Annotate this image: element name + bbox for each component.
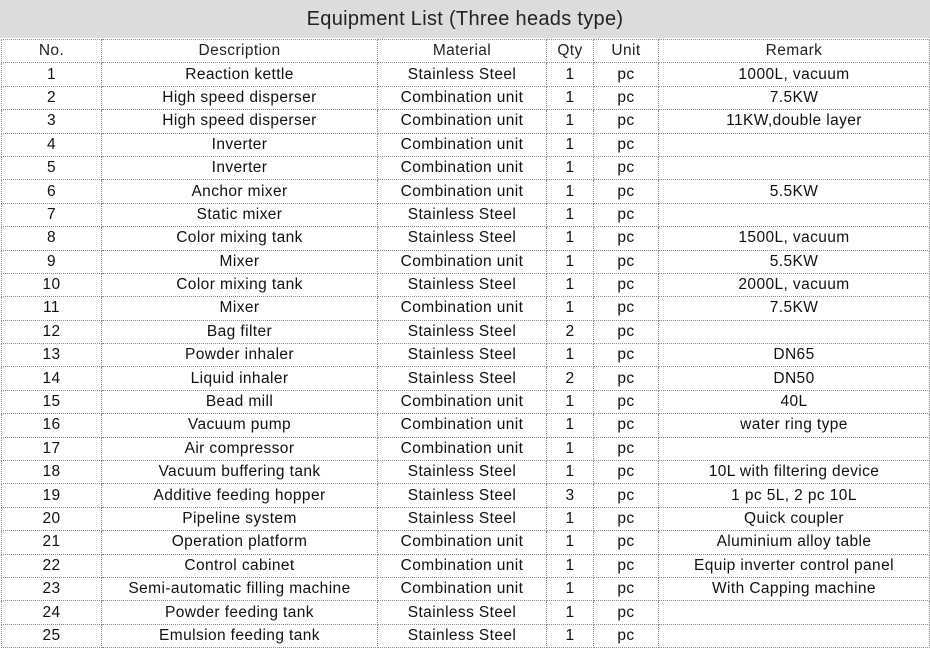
cell-no: 14 xyxy=(2,367,102,390)
cell-remark: 1500L, vacuum xyxy=(659,227,930,250)
cell-material: Combination unit xyxy=(378,297,547,320)
cell-unit: pc xyxy=(594,110,659,133)
table-row xyxy=(2,297,930,320)
cell-qty: 1 xyxy=(547,577,594,600)
cell-unit: pc xyxy=(594,484,659,507)
cell-qty: 2 xyxy=(547,367,594,390)
cell-material: Combination unit xyxy=(378,437,547,460)
table-row xyxy=(2,203,930,226)
cell-qty: 1 xyxy=(547,180,594,203)
cell-unit: pc xyxy=(594,63,659,86)
table-row xyxy=(2,320,930,343)
cell-remark: 5.5KW xyxy=(659,250,930,273)
cell-qty: 2 xyxy=(547,320,594,343)
cell-no: 24 xyxy=(2,601,102,624)
cell-no: 25 xyxy=(2,624,102,647)
cell-material: Stainless Steel xyxy=(378,601,547,624)
cell-qty: 1 xyxy=(547,554,594,577)
cell-description: Liquid inhaler xyxy=(102,367,378,390)
cell-qty: 1 xyxy=(547,110,594,133)
cell-unit: pc xyxy=(594,390,659,413)
cell-no: 9 xyxy=(2,250,102,273)
cell-material: Stainless Steel xyxy=(378,507,547,530)
table-row xyxy=(2,86,930,109)
table-row xyxy=(2,133,930,156)
cell-no: 16 xyxy=(2,414,102,437)
table-row xyxy=(2,110,930,133)
cell-description: Control cabinet xyxy=(102,554,378,577)
cell-unit: pc xyxy=(594,601,659,624)
cell-remark: 10L with filtering device xyxy=(659,461,930,484)
cell-description: Powder inhaler xyxy=(102,344,378,367)
cell-description: Pipeline system xyxy=(102,507,378,530)
cell-description: Additive feeding hopper xyxy=(102,484,378,507)
cell-description: Inverter xyxy=(102,156,378,179)
cell-qty: 1 xyxy=(547,227,594,250)
header-no: No. xyxy=(2,40,102,63)
cell-material: Combination unit xyxy=(378,414,547,437)
cell-remark: DN65 xyxy=(659,344,930,367)
cell-material: Combination unit xyxy=(378,180,547,203)
cell-description: Emulsion feeding tank xyxy=(102,624,378,647)
cell-qty: 1 xyxy=(547,297,594,320)
cell-material: Stainless Steel xyxy=(378,63,547,86)
cell-material: Combination unit xyxy=(378,531,547,554)
cell-description: Reaction kettle xyxy=(102,63,378,86)
table-row xyxy=(2,507,930,530)
cell-remark: 1000L, vacuum xyxy=(659,63,930,86)
cell-no: 1 xyxy=(2,63,102,86)
equipment-table xyxy=(1,39,930,648)
cell-unit: pc xyxy=(594,577,659,600)
cell-description: Bag filter xyxy=(102,320,378,343)
cell-material: Combination unit xyxy=(378,110,547,133)
header-unit: Unit xyxy=(594,40,659,63)
cell-description: Inverter xyxy=(102,133,378,156)
cell-qty: 1 xyxy=(547,250,594,273)
cell-material: Combination unit xyxy=(378,554,547,577)
cell-material: Combination unit xyxy=(378,86,547,109)
cell-qty: 1 xyxy=(547,63,594,86)
cell-no: 20 xyxy=(2,507,102,530)
cell-qty: 1 xyxy=(547,344,594,367)
cell-remark xyxy=(659,601,930,624)
cell-unit: pc xyxy=(594,320,659,343)
cell-no: 4 xyxy=(2,133,102,156)
cell-remark xyxy=(659,624,930,647)
cell-material: Stainless Steel xyxy=(378,484,547,507)
cell-material: Stainless Steel xyxy=(378,273,547,296)
cell-description: Air compressor xyxy=(102,437,378,460)
cell-description: Color mixing tank xyxy=(102,227,378,250)
cell-description: Mixer xyxy=(102,250,378,273)
cell-no: 19 xyxy=(2,484,102,507)
cell-remark: 2000L, vacuum xyxy=(659,273,930,296)
cell-remark xyxy=(659,437,930,460)
cell-description: Vacuum buffering tank xyxy=(102,461,378,484)
cell-no: 22 xyxy=(2,554,102,577)
cell-qty: 1 xyxy=(547,624,594,647)
cell-description: Anchor mixer xyxy=(102,180,378,203)
cell-no: 10 xyxy=(2,273,102,296)
header-qty: Qty xyxy=(547,40,594,63)
cell-remark: With Capping machine xyxy=(659,577,930,600)
cell-remark xyxy=(659,156,930,179)
table-row xyxy=(2,601,930,624)
cell-material: Combination unit xyxy=(378,250,547,273)
table-row xyxy=(2,484,930,507)
table-row xyxy=(2,624,930,647)
table-row xyxy=(2,63,930,86)
cell-no: 7 xyxy=(2,203,102,226)
cell-description: Powder feeding tank xyxy=(102,601,378,624)
cell-no: 8 xyxy=(2,227,102,250)
header-material: Material xyxy=(378,40,547,63)
cell-unit: pc xyxy=(594,624,659,647)
cell-unit: pc xyxy=(594,180,659,203)
table-row xyxy=(2,414,930,437)
cell-unit: pc xyxy=(594,227,659,250)
cell-qty: 1 xyxy=(547,507,594,530)
header-description: Description xyxy=(102,40,378,63)
cell-qty: 1 xyxy=(547,203,594,226)
cell-material: Combination unit xyxy=(378,156,547,179)
cell-qty: 1 xyxy=(547,414,594,437)
cell-no: 3 xyxy=(2,110,102,133)
cell-qty: 1 xyxy=(547,390,594,413)
cell-unit: pc xyxy=(594,203,659,226)
cell-unit: pc xyxy=(594,156,659,179)
title-bar xyxy=(0,0,930,38)
cell-unit: pc xyxy=(594,461,659,484)
cell-qty: 1 xyxy=(547,601,594,624)
cell-description: Bead mill xyxy=(102,390,378,413)
cell-unit: pc xyxy=(594,507,659,530)
cell-remark: 11KW,double layer xyxy=(659,110,930,133)
cell-remark: Quick coupler xyxy=(659,507,930,530)
cell-description: Vacuum pump xyxy=(102,414,378,437)
cell-unit: pc xyxy=(594,133,659,156)
table-row xyxy=(2,390,930,413)
cell-remark: Aluminium alloy table xyxy=(659,531,930,554)
table-body xyxy=(2,63,930,648)
cell-material: Stainless Steel xyxy=(378,320,547,343)
cell-description: High speed disperser xyxy=(102,86,378,109)
table-title: Equipment List (Three heads type) xyxy=(306,7,624,30)
cell-no: 5 xyxy=(2,156,102,179)
cell-remark: 1 pc 5L, 2 pc 10L xyxy=(659,484,930,507)
cell-material: Stainless Steel xyxy=(378,344,547,367)
cell-no: 21 xyxy=(2,531,102,554)
table-row xyxy=(2,250,930,273)
cell-remark: 5.5KW xyxy=(659,180,930,203)
table-row xyxy=(2,227,930,250)
cell-qty: 1 xyxy=(547,461,594,484)
cell-material: Stainless Steel xyxy=(378,227,547,250)
cell-unit: pc xyxy=(594,367,659,390)
cell-description: Semi-automatic filling machine xyxy=(102,577,378,600)
cell-qty: 1 xyxy=(547,437,594,460)
cell-unit: pc xyxy=(594,86,659,109)
table-row xyxy=(2,156,930,179)
table-row xyxy=(2,437,930,460)
cell-description: Operation platform xyxy=(102,531,378,554)
cell-no: 2 xyxy=(2,86,102,109)
cell-remark xyxy=(659,320,930,343)
cell-unit: pc xyxy=(594,414,659,437)
cell-material: Combination unit xyxy=(378,390,547,413)
cell-description: Color mixing tank xyxy=(102,273,378,296)
cell-remark: 7.5KW xyxy=(659,297,930,320)
cell-material: Combination unit xyxy=(378,133,547,156)
header-row xyxy=(2,40,930,63)
cell-no: 13 xyxy=(2,344,102,367)
cell-no: 6 xyxy=(2,180,102,203)
table-row xyxy=(2,531,930,554)
table-row xyxy=(2,554,930,577)
cell-unit: pc xyxy=(594,273,659,296)
cell-no: 18 xyxy=(2,461,102,484)
cell-material: Stainless Steel xyxy=(378,367,547,390)
cell-remark: 7.5KW xyxy=(659,86,930,109)
cell-qty: 1 xyxy=(547,156,594,179)
cell-no: 23 xyxy=(2,577,102,600)
cell-remark: water ring type xyxy=(659,414,930,437)
cell-description: Static mixer xyxy=(102,203,378,226)
cell-material: Stainless Steel xyxy=(378,461,547,484)
table-row xyxy=(2,273,930,296)
header-remark: Remark xyxy=(659,40,930,63)
table-row xyxy=(2,577,930,600)
cell-description: Mixer xyxy=(102,297,378,320)
cell-unit: pc xyxy=(594,437,659,460)
cell-qty: 1 xyxy=(547,531,594,554)
table-row xyxy=(2,461,930,484)
cell-qty: 1 xyxy=(547,133,594,156)
cell-description: High speed disperser xyxy=(102,110,378,133)
cell-no: 11 xyxy=(2,297,102,320)
cell-remark xyxy=(659,203,930,226)
cell-qty: 3 xyxy=(547,484,594,507)
cell-unit: pc xyxy=(594,297,659,320)
table-row xyxy=(2,344,930,367)
cell-unit: pc xyxy=(594,344,659,367)
cell-material: Combination unit xyxy=(378,577,547,600)
cell-qty: 1 xyxy=(547,273,594,296)
cell-unit: pc xyxy=(594,250,659,273)
cell-remark: Equip inverter control panel xyxy=(659,554,930,577)
cell-remark: 40L xyxy=(659,390,930,413)
cell-no: 15 xyxy=(2,390,102,413)
cell-no: 17 xyxy=(2,437,102,460)
cell-remark: DN50 xyxy=(659,367,930,390)
cell-material: Stainless Steel xyxy=(378,624,547,647)
cell-qty: 1 xyxy=(547,86,594,109)
cell-unit: pc xyxy=(594,554,659,577)
table-row xyxy=(2,180,930,203)
cell-remark xyxy=(659,133,930,156)
cell-unit: pc xyxy=(594,531,659,554)
table-row xyxy=(2,367,930,390)
cell-material: Stainless Steel xyxy=(378,203,547,226)
cell-no: 12 xyxy=(2,320,102,343)
